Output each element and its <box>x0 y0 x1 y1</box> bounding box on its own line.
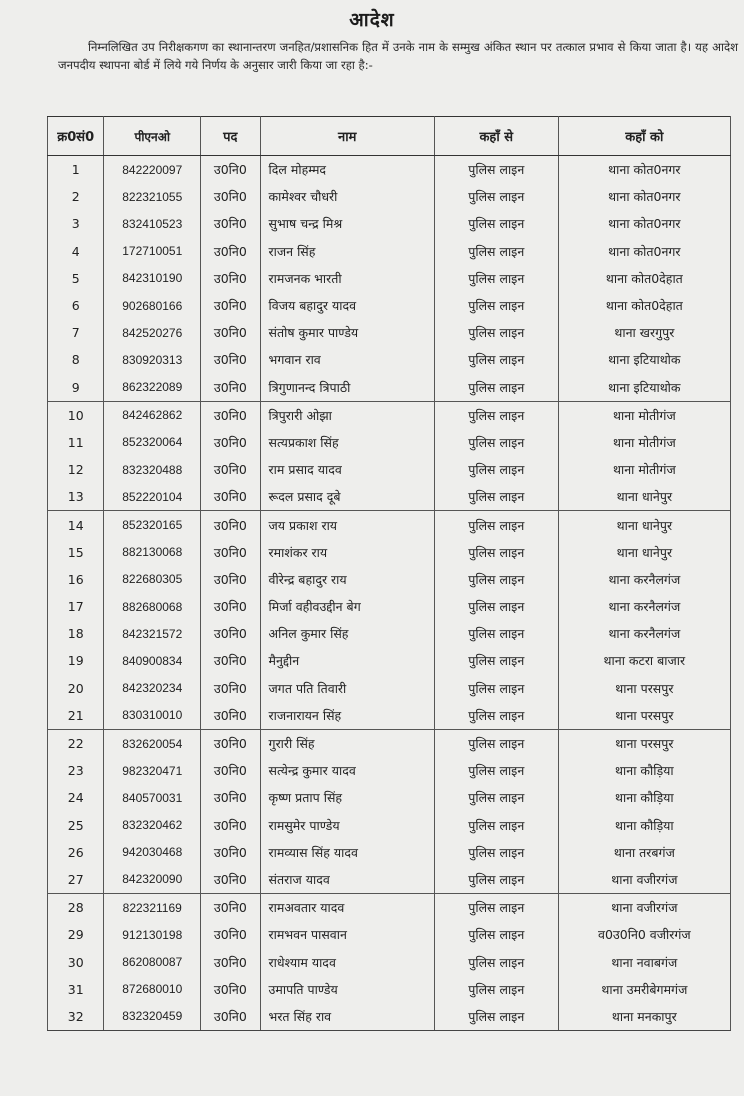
cell-name: रूदल प्रसाद दूबे <box>260 483 434 511</box>
cell-to: थाना परसपुर <box>558 729 730 757</box>
cell-from: पुलिस लाइन <box>434 319 558 346</box>
cell-pno: 832320488 <box>104 456 201 483</box>
table-row <box>48 374 731 402</box>
cell-pno: 840900834 <box>104 647 201 674</box>
header-pno: पीएनओ <box>104 117 201 156</box>
cell-from: पुलिस लाइन <box>434 620 558 647</box>
cell-post: उ0नि0 <box>201 784 260 811</box>
cell-name: राधेश्याम यादव <box>260 948 434 975</box>
cell-serial-number: 5 <box>48 265 104 292</box>
table-row <box>48 265 731 292</box>
document-title: आदेश <box>349 9 395 31</box>
cell-to: थाना मोतीगंज <box>558 456 730 483</box>
cell-post: उ0नि0 <box>201 948 260 975</box>
order-paragraph-text: निम्नलिखित उप निरीक्षकगण का स्थानान्तरण जनहित/प्रशासनिक हित में उनके नाम के सम्मुख अंकित स्थान पर तत्काल प्रभाव से किया जाता है। यह आदेश जनपदीय स्थापना बोर्ड में लिये गये निर्णय के अनुसार जारी किया जा रहा है:- <box>58 40 738 72</box>
cell-post: उ0नि0 <box>201 238 260 265</box>
cell-post: उ0नि0 <box>201 1003 260 1031</box>
cell-serial-number: 29 <box>48 921 104 948</box>
cell-to: थाना कोत0नगर <box>558 183 730 210</box>
cell-name: रामभवन पासवान <box>260 921 434 948</box>
cell-serial-number: 30 <box>48 948 104 975</box>
cell-to: थाना मनकापुर <box>558 1003 730 1031</box>
cell-post: उ0नि0 <box>201 566 260 593</box>
cell-serial-number: 32 <box>48 1003 104 1031</box>
cell-post: उ0नि0 <box>201 346 260 373</box>
cell-pno: 872680010 <box>104 976 201 1003</box>
cell-pno: 852220104 <box>104 483 201 511</box>
table-row <box>48 784 731 811</box>
cell-pno: 830920313 <box>104 346 201 373</box>
cell-post: उ0नि0 <box>201 976 260 1003</box>
cell-post: उ0नि0 <box>201 812 260 839</box>
cell-name: वीरेन्द्र बहादुर राय <box>260 566 434 593</box>
cell-pno: 882680068 <box>104 593 201 620</box>
table-header-row <box>48 117 731 156</box>
table-row <box>48 948 731 975</box>
cell-from: पुलिस लाइन <box>434 675 558 702</box>
cell-name: जगत पति तिवारी <box>260 675 434 702</box>
cell-name: गुरारी सिंह <box>260 729 434 757</box>
cell-serial-number: 15 <box>48 539 104 566</box>
cell-pno: 902680166 <box>104 292 201 319</box>
cell-name: संतराज यादव <box>260 866 434 894</box>
cell-post: उ0नि0 <box>201 183 260 210</box>
table-row <box>48 346 731 373</box>
cell-post: उ0नि0 <box>201 894 260 922</box>
cell-name: मैनुद्दीन <box>260 647 434 674</box>
cell-name: विजय बहादुर यादव <box>260 292 434 319</box>
cell-to: थाना कोत0देहात <box>558 292 730 319</box>
cell-pno: 852320165 <box>104 511 201 539</box>
cell-to: थाना धानेपुर <box>558 511 730 539</box>
table-row <box>48 238 731 265</box>
cell-name: रामजनक भारती <box>260 265 434 292</box>
table-row <box>48 675 731 702</box>
cell-serial-number: 23 <box>48 757 104 784</box>
table-row <box>48 319 731 346</box>
cell-post: उ0नि0 <box>201 401 260 429</box>
cell-name: उमापति पाण्डेय <box>260 976 434 1003</box>
cell-pno: 862080087 <box>104 948 201 975</box>
cell-from: पुलिस लाइन <box>434 894 558 922</box>
cell-pno: 862322089 <box>104 374 201 402</box>
cell-name: कामेश्वर चौधरी <box>260 183 434 210</box>
cell-to: थाना खरगुपुर <box>558 319 730 346</box>
cell-to: थाना वजीरगंज <box>558 866 730 894</box>
cell-from: पुलिस लाइन <box>434 374 558 402</box>
cell-post: उ0नि0 <box>201 319 260 346</box>
cell-pno: 842310190 <box>104 265 201 292</box>
cell-post: उ0नि0 <box>201 593 260 620</box>
cell-from: पुलिस लाइन <box>434 292 558 319</box>
table-row <box>48 511 731 539</box>
cell-post: उ0नि0 <box>201 647 260 674</box>
cell-to: थाना नवाबगंज <box>558 948 730 975</box>
cell-pno: 842520276 <box>104 319 201 346</box>
table-row <box>48 429 731 456</box>
table-row <box>48 292 731 319</box>
table-row <box>48 1003 731 1031</box>
cell-post: उ0नि0 <box>201 729 260 757</box>
cell-to: थाना धानेपुर <box>558 483 730 511</box>
cell-from: पुलिस लाइन <box>434 238 558 265</box>
table-row <box>48 757 731 784</box>
cell-post: उ0नि0 <box>201 511 260 539</box>
cell-from: पुलिस लाइन <box>434 511 558 539</box>
cell-pno: 832320462 <box>104 812 201 839</box>
cell-serial-number: 31 <box>48 976 104 1003</box>
cell-name: रमाशंकर राय <box>260 539 434 566</box>
cell-serial-number: 28 <box>48 894 104 922</box>
cell-serial-number: 17 <box>48 593 104 620</box>
cell-from: पुलिस लाइन <box>434 948 558 975</box>
header-to: कहाँ को <box>558 117 730 156</box>
cell-post: उ0नि0 <box>201 921 260 948</box>
table-row <box>48 866 731 894</box>
cell-to: व0उ0नि0 वजीरगंज <box>558 921 730 948</box>
cell-to: थाना परसपुर <box>558 675 730 702</box>
cell-serial-number: 13 <box>48 483 104 511</box>
cell-to: थाना उमरीबेगमगंज <box>558 976 730 1003</box>
cell-serial-number: 1 <box>48 156 104 184</box>
cell-name: मिर्जा वहीवउद्दीन बेग <box>260 593 434 620</box>
cell-post: उ0नि0 <box>201 292 260 319</box>
cell-to: थाना इटियाथोक <box>558 346 730 373</box>
cell-to: थाना परसपुर <box>558 702 730 730</box>
table-row <box>48 729 731 757</box>
table-row <box>48 894 731 922</box>
header-serial-number: क्र0सं0 <box>48 117 104 156</box>
cell-serial-number: 18 <box>48 620 104 647</box>
cell-pno: 982320471 <box>104 757 201 784</box>
cell-name: रामसुमेर पाण्डेय <box>260 812 434 839</box>
cell-from: पुलिस लाइन <box>434 921 558 948</box>
cell-from: पुलिस लाइन <box>434 593 558 620</box>
table-row <box>48 483 731 511</box>
cell-post: उ0नि0 <box>201 839 260 866</box>
table-row <box>48 539 731 566</box>
cell-serial-number: 22 <box>48 729 104 757</box>
cell-from: पुलिस लाइन <box>434 156 558 184</box>
cell-from: पुलिस लाइन <box>434 757 558 784</box>
cell-serial-number: 19 <box>48 647 104 674</box>
cell-from: पुलिस लाइन <box>434 566 558 593</box>
cell-serial-number: 21 <box>48 702 104 730</box>
header-post: पद <box>201 117 260 156</box>
table-row <box>48 566 731 593</box>
cell-post: उ0नि0 <box>201 866 260 894</box>
cell-pno: 832620054 <box>104 729 201 757</box>
cell-from: पुलिस लाइन <box>434 784 558 811</box>
cell-from: पुलिस लाइन <box>434 210 558 237</box>
cell-to: थाना इटियाथोक <box>558 374 730 402</box>
cell-post: उ0नि0 <box>201 156 260 184</box>
cell-from: पुलिस लाइन <box>434 812 558 839</box>
cell-serial-number: 25 <box>48 812 104 839</box>
cell-serial-number: 9 <box>48 374 104 402</box>
cell-pno: 172710051 <box>104 238 201 265</box>
table-row <box>48 210 731 237</box>
cell-to: थाना कोत0देहात <box>558 265 730 292</box>
cell-to: थाना कोत0नगर <box>558 156 730 184</box>
table-row <box>48 812 731 839</box>
cell-post: उ0नि0 <box>201 210 260 237</box>
cell-pno: 842220097 <box>104 156 201 184</box>
cell-from: पुलिस लाइन <box>434 839 558 866</box>
cell-from: पुलिस लाइन <box>434 456 558 483</box>
cell-serial-number: 11 <box>48 429 104 456</box>
cell-serial-number: 20 <box>48 675 104 702</box>
cell-from: पुलिस लाइन <box>434 1003 558 1031</box>
cell-to: थाना कटरा बाजार <box>558 647 730 674</box>
table-row <box>48 702 731 730</box>
cell-from: पुलिस लाइन <box>434 401 558 429</box>
cell-pno: 842321572 <box>104 620 201 647</box>
cell-name: संतोष कुमार पाण्डेय <box>260 319 434 346</box>
table-row <box>48 976 731 1003</box>
table-row <box>48 921 731 948</box>
transfer-table-wrapper <box>47 116 731 1031</box>
cell-from: पुलिस लाइन <box>434 346 558 373</box>
table-row <box>48 401 731 429</box>
cell-pno: 942030468 <box>104 839 201 866</box>
cell-post: उ0नि0 <box>201 702 260 730</box>
cell-serial-number: 6 <box>48 292 104 319</box>
cell-serial-number: 4 <box>48 238 104 265</box>
cell-pno: 822321055 <box>104 183 201 210</box>
cell-serial-number: 2 <box>48 183 104 210</box>
cell-pno: 852320064 <box>104 429 201 456</box>
table-row <box>48 183 731 210</box>
cell-to: थाना कोत0नगर <box>558 210 730 237</box>
cell-post: उ0नि0 <box>201 265 260 292</box>
table-row <box>48 620 731 647</box>
table-row <box>48 456 731 483</box>
table-row <box>48 593 731 620</box>
cell-serial-number: 27 <box>48 866 104 894</box>
cell-pno: 912130198 <box>104 921 201 948</box>
cell-pno: 832320459 <box>104 1003 201 1031</box>
cell-name: राजनारायन सिंह <box>260 702 434 730</box>
cell-to: थाना कौड़िया <box>558 812 730 839</box>
order-paragraph <box>58 38 738 74</box>
cell-name: दिल मोहम्मद <box>260 156 434 184</box>
cell-name: रामव्यास सिंह यादव <box>260 839 434 866</box>
cell-from: पुलिस लाइन <box>434 429 558 456</box>
cell-pno: 830310010 <box>104 702 201 730</box>
header-from: कहाँ से <box>434 117 558 156</box>
cell-serial-number: 3 <box>48 210 104 237</box>
cell-name: कृष्ण प्रताप सिंह <box>260 784 434 811</box>
cell-serial-number: 7 <box>48 319 104 346</box>
cell-serial-number: 10 <box>48 401 104 429</box>
cell-to: थाना वजीरगंज <box>558 894 730 922</box>
header-name: नाम <box>260 117 434 156</box>
table-row <box>48 647 731 674</box>
cell-post: उ0नि0 <box>201 374 260 402</box>
cell-post: उ0नि0 <box>201 456 260 483</box>
cell-pno: 840570031 <box>104 784 201 811</box>
cell-name: राम प्रसाद यादव <box>260 456 434 483</box>
cell-pno: 832410523 <box>104 210 201 237</box>
cell-name: भरत सिंह राव <box>260 1003 434 1031</box>
cell-name: त्रिपुरारी ओझा <box>260 401 434 429</box>
cell-pno: 842320234 <box>104 675 201 702</box>
cell-to: थाना कोत0नगर <box>558 238 730 265</box>
transfer-table <box>47 116 731 1031</box>
cell-from: पुलिस लाइन <box>434 539 558 566</box>
cell-to: थाना कौड़िया <box>558 757 730 784</box>
cell-serial-number: 14 <box>48 511 104 539</box>
cell-from: पुलिस लाइन <box>434 647 558 674</box>
cell-to: थाना तरबगंज <box>558 839 730 866</box>
cell-from: पुलिस लाइन <box>434 483 558 511</box>
cell-to: थाना करनैलगंज <box>558 620 730 647</box>
cell-from: पुलिस लाइन <box>434 976 558 1003</box>
table-body <box>48 156 731 1031</box>
cell-pno: 822321169 <box>104 894 201 922</box>
cell-from: पुलिस लाइन <box>434 729 558 757</box>
cell-post: उ0नि0 <box>201 620 260 647</box>
cell-serial-number: 12 <box>48 456 104 483</box>
cell-pno: 842462862 <box>104 401 201 429</box>
cell-pno: 822680305 <box>104 566 201 593</box>
cell-name: रामअवतार यादव <box>260 894 434 922</box>
cell-post: उ0नि0 <box>201 539 260 566</box>
cell-from: पुलिस लाइन <box>434 183 558 210</box>
cell-name: सत्येन्द्र कुमार यादव <box>260 757 434 784</box>
cell-to: थाना करनैलगंज <box>558 566 730 593</box>
cell-from: पुलिस लाइन <box>434 265 558 292</box>
cell-post: उ0नि0 <box>201 675 260 702</box>
cell-to: थाना मोतीगंज <box>558 429 730 456</box>
cell-pno: 882130068 <box>104 539 201 566</box>
cell-to: थाना करनैलगंज <box>558 593 730 620</box>
cell-to: थाना मोतीगंज <box>558 401 730 429</box>
cell-name: अनिल कुमार सिंह <box>260 620 434 647</box>
cell-serial-number: 16 <box>48 566 104 593</box>
cell-name: भगवान राव <box>260 346 434 373</box>
cell-name: सुभाष चन्द्र मिश्र <box>260 210 434 237</box>
cell-name: त्रिगुणानन्द त्रिपाठी <box>260 374 434 402</box>
cell-serial-number: 8 <box>48 346 104 373</box>
cell-name: राजन सिंह <box>260 238 434 265</box>
cell-name: जय प्रकाश राय <box>260 511 434 539</box>
cell-serial-number: 26 <box>48 839 104 866</box>
cell-post: उ0नि0 <box>201 757 260 784</box>
cell-serial-number: 24 <box>48 784 104 811</box>
table-row <box>48 839 731 866</box>
cell-to: थाना धानेपुर <box>558 539 730 566</box>
cell-post: उ0नि0 <box>201 483 260 511</box>
cell-post: उ0नि0 <box>201 429 260 456</box>
table-row <box>48 156 731 184</box>
cell-name: सत्यप्रकाश सिंह <box>260 429 434 456</box>
cell-pno: 842320090 <box>104 866 201 894</box>
cell-from: पुलिस लाइन <box>434 702 558 730</box>
cell-to: थाना कौड़िया <box>558 784 730 811</box>
cell-from: पुलिस लाइन <box>434 866 558 894</box>
